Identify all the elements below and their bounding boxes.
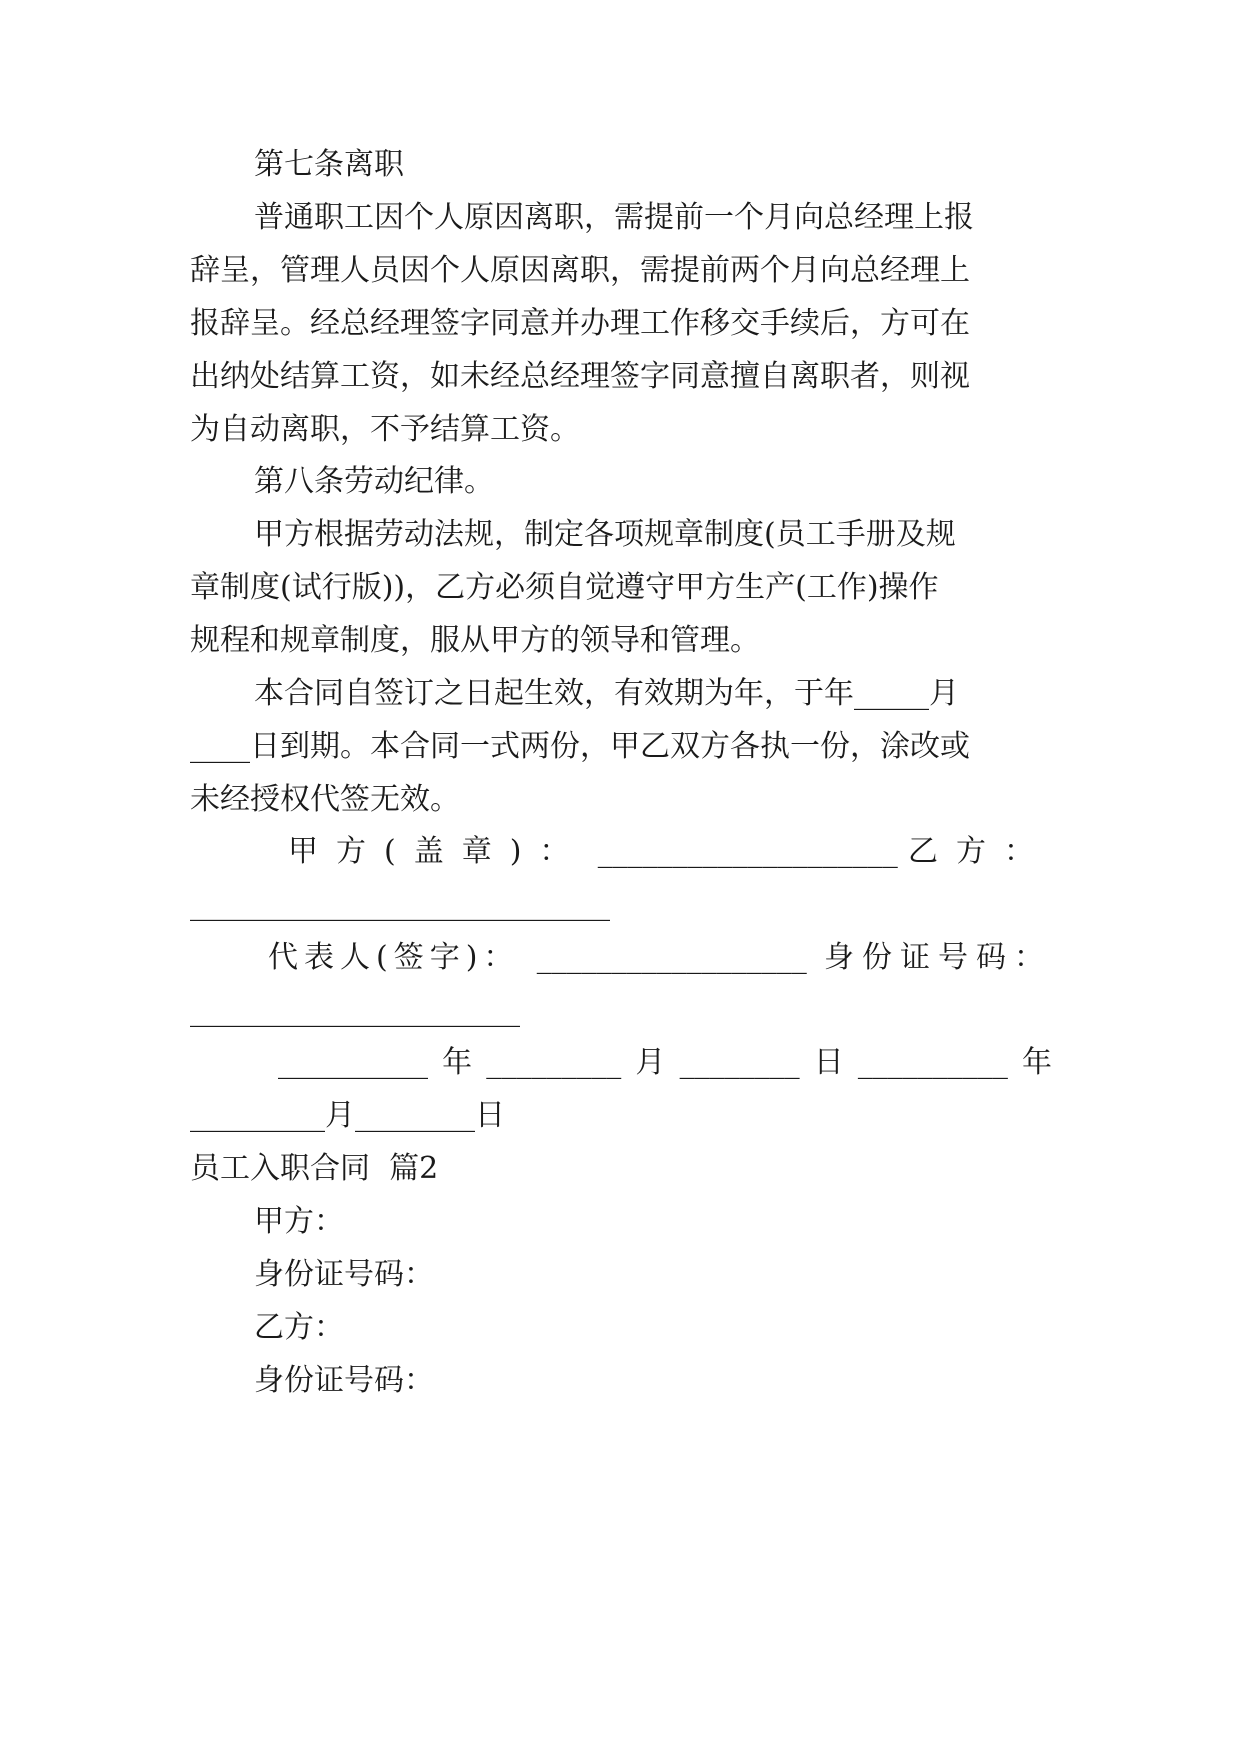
contract2-party-a: 甲方： <box>254 1204 344 1239</box>
party-a-signature-row <box>288 832 1052 872</box>
date-row-1 <box>278 1043 1052 1083</box>
article8-line-3: 规程和规章制度，服从甲方的领导和管理。 <box>190 623 760 658</box>
representative-blank: __________________ <box>536 940 807 975</box>
article7-line-2: 辞呈，管理人员因个人原因离职，需提前两个月向总经理上 <box>190 253 970 288</box>
date-blank-3: ________ <box>679 1045 800 1080</box>
party-b-label: 乙方： <box>907 834 1052 869</box>
date-year-1: 年 <box>442 1045 473 1080</box>
contract2-party-b: 乙方： <box>254 1310 344 1345</box>
contract2-party-a-id: 身份证号码： <box>254 1257 434 1292</box>
id-number-label: 身份证号码： <box>823 940 1052 975</box>
date-blank-4: __________ <box>857 1045 1008 1080</box>
article7-line-1: 普通职工因个人原因离职，需提前一个月向总经理上报 <box>254 200 974 235</box>
contract2-party-b-id: 身份证号码： <box>254 1363 434 1398</box>
date-blank-2: _________ <box>486 1045 622 1080</box>
party-b-blank: ____________________________ <box>190 887 610 922</box>
article7-line-4: 出纳处结算工资，如未经总经理签字同意擅自离职者，则视 <box>190 359 970 394</box>
date-month-1: 月 <box>635 1045 666 1080</box>
date-row-2: _________月________日 <box>190 1098 505 1133</box>
validity-line-3: 未经授权代签无效。 <box>190 782 460 817</box>
article7-title: 第七条离职 <box>254 147 404 182</box>
contract2-heading: 员工入职合同 篇2 <box>190 1151 439 1186</box>
validity-line-2: ____日到期。本合同一式两份，甲乙双方各执一份，涂改或 <box>190 729 970 764</box>
article8-title: 第八条劳动纪律。 <box>254 464 494 499</box>
article8-line-1: 甲方根据劳动法规，制定各项规章制度(员工手册及规 <box>254 517 956 552</box>
date-day-1: 日 <box>813 1045 844 1080</box>
representative-label: 代表人(签字)： <box>268 940 520 975</box>
party-a-label: 甲方(盖章)： <box>288 834 588 869</box>
id-number-blank: ______________________ <box>190 993 520 1028</box>
validity-line-1: 本合同自签订之日起生效，有效期为年，于年_____月 <box>254 676 959 711</box>
article8-line-2: 章制度(试行版))，乙方必须自觉遵守甲方生产(工作)操作 <box>190 570 939 605</box>
article7-line-3: 报辞呈。经总经理签字同意并办理工作移交手续后，方可在 <box>190 306 970 341</box>
party-a-blank: ____________________ <box>597 834 898 869</box>
representative-row <box>268 938 1052 978</box>
article7-line-5: 为自动离职，不予结算工资。 <box>190 412 580 447</box>
date-blank-1: __________ <box>278 1045 428 1080</box>
date-year-2: 年 <box>1021 1045 1052 1080</box>
